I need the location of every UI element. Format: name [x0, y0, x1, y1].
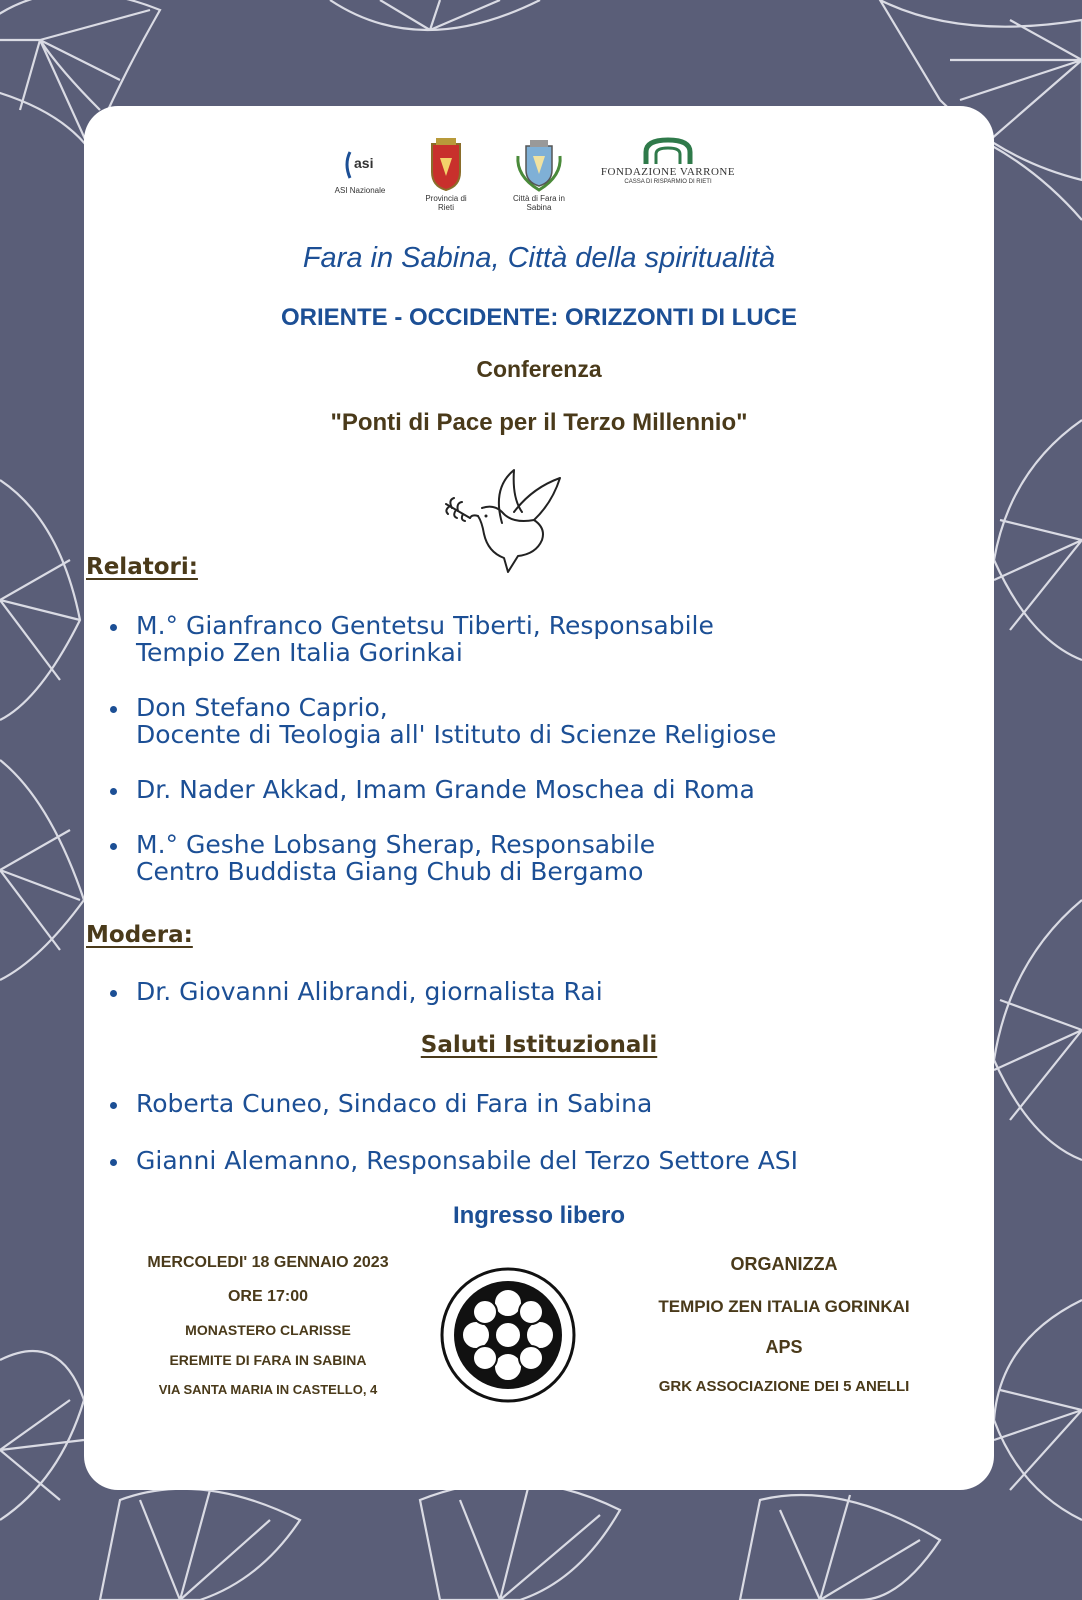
- venue-name: MONASTERO CLARISSE: [185, 1322, 351, 1338]
- speaker-name: M.° Gianfranco Gentetsu Tiberti, Responsabile: [136, 611, 714, 640]
- greetings-list: [106, 1090, 798, 1174]
- fondazione-varrone-logo: [640, 136, 696, 166]
- provincia-rieti-crest: [426, 136, 466, 192]
- provincia-label: Provincia di Rieti: [425, 194, 467, 212]
- event-date: MERCOLEDI' 18 GENNAIO 2023: [147, 1254, 389, 1271]
- venue-address: VIA SANTA MARIA IN CASTELLO, 4: [158, 1382, 378, 1397]
- speaker-name: Dr. Nader Akkad, Imam Grande Moschea di Roma: [136, 775, 755, 804]
- event-details: [98, 1254, 438, 1397]
- speakers-list: [106, 612, 776, 885]
- sponsor-logos: [84, 134, 994, 244]
- list-item: [106, 694, 776, 748]
- list-item: [106, 776, 776, 803]
- varrone-sublabel: CASSA DI RISPARMIO DI RIETI: [624, 179, 712, 185]
- organizer-type: APS: [765, 1337, 803, 1357]
- event-time: ORE 17:00: [227, 1288, 309, 1305]
- svg-text:asi: asi: [354, 155, 374, 171]
- event-type: Conferenza: [476, 356, 602, 382]
- venue-name-2: EREMITE DI FARA IN SABINA: [169, 1352, 367, 1368]
- organizer-association: GRK ASSOCIAZIONE DEI 5 ANELLI: [658, 1378, 910, 1395]
- organizer-name: TEMPIO ZEN ITALIA GORINKAI: [658, 1297, 910, 1316]
- moderator-heading: Modera:: [86, 922, 193, 948]
- speakers-heading: Relatori:: [86, 554, 198, 580]
- tagline: Fara in Sabina, Città della spiritualità: [302, 242, 776, 274]
- list-item: [106, 831, 776, 885]
- speaker-name: Don Stefano Caprio,: [136, 693, 388, 722]
- list-item: Roberta Cuneo, Sindaco di Fara in Sabina: [106, 1090, 798, 1117]
- speaker-role: Tempio Zen Italia Gorinkai: [136, 638, 463, 667]
- citta-label: Città di Fara in Sabina: [512, 194, 566, 212]
- organizer-block: [604, 1254, 964, 1395]
- varrone-label: FONDAZIONE VARRONE: [600, 166, 736, 178]
- asi-logo-label: ASI Nazionale: [334, 186, 386, 195]
- citta-fara-sabina-crest: [514, 136, 564, 192]
- dove-icon: [442, 468, 582, 578]
- speaker-role: Centro Buddista Giang Chub di Bergamo: [136, 857, 644, 886]
- conference-title: "Ponti di Pace per il Terzo Millennio": [330, 409, 748, 436]
- speaker-name: M.° Geshe Lobsang Sherap, Responsabile: [136, 830, 656, 859]
- moderator-list: [106, 978, 603, 1005]
- event-title: ORIENTE - OCCIDENTE: ORIZZONTI DI LUCE: [281, 304, 797, 331]
- list-item: [106, 612, 776, 666]
- list-item: Dr. Giovanni Alibrandi, giornalista Rai: [106, 978, 603, 1005]
- greetings-heading: Saluti Istituzionali: [420, 1032, 658, 1058]
- gorinkai-emblem-icon: [439, 1266, 577, 1404]
- speaker-role: Docente di Teologia all' Istituto di Scienze Religiose: [136, 720, 777, 749]
- free-entry: Ingresso libero: [452, 1202, 626, 1229]
- list-item: Gianni Alemanno, Responsabile del Terzo Settore ASI: [106, 1147, 798, 1174]
- poster-card: [84, 106, 994, 1490]
- organizer-heading: ORGANIZZA: [730, 1254, 838, 1274]
- asi-logo: [340, 146, 380, 182]
